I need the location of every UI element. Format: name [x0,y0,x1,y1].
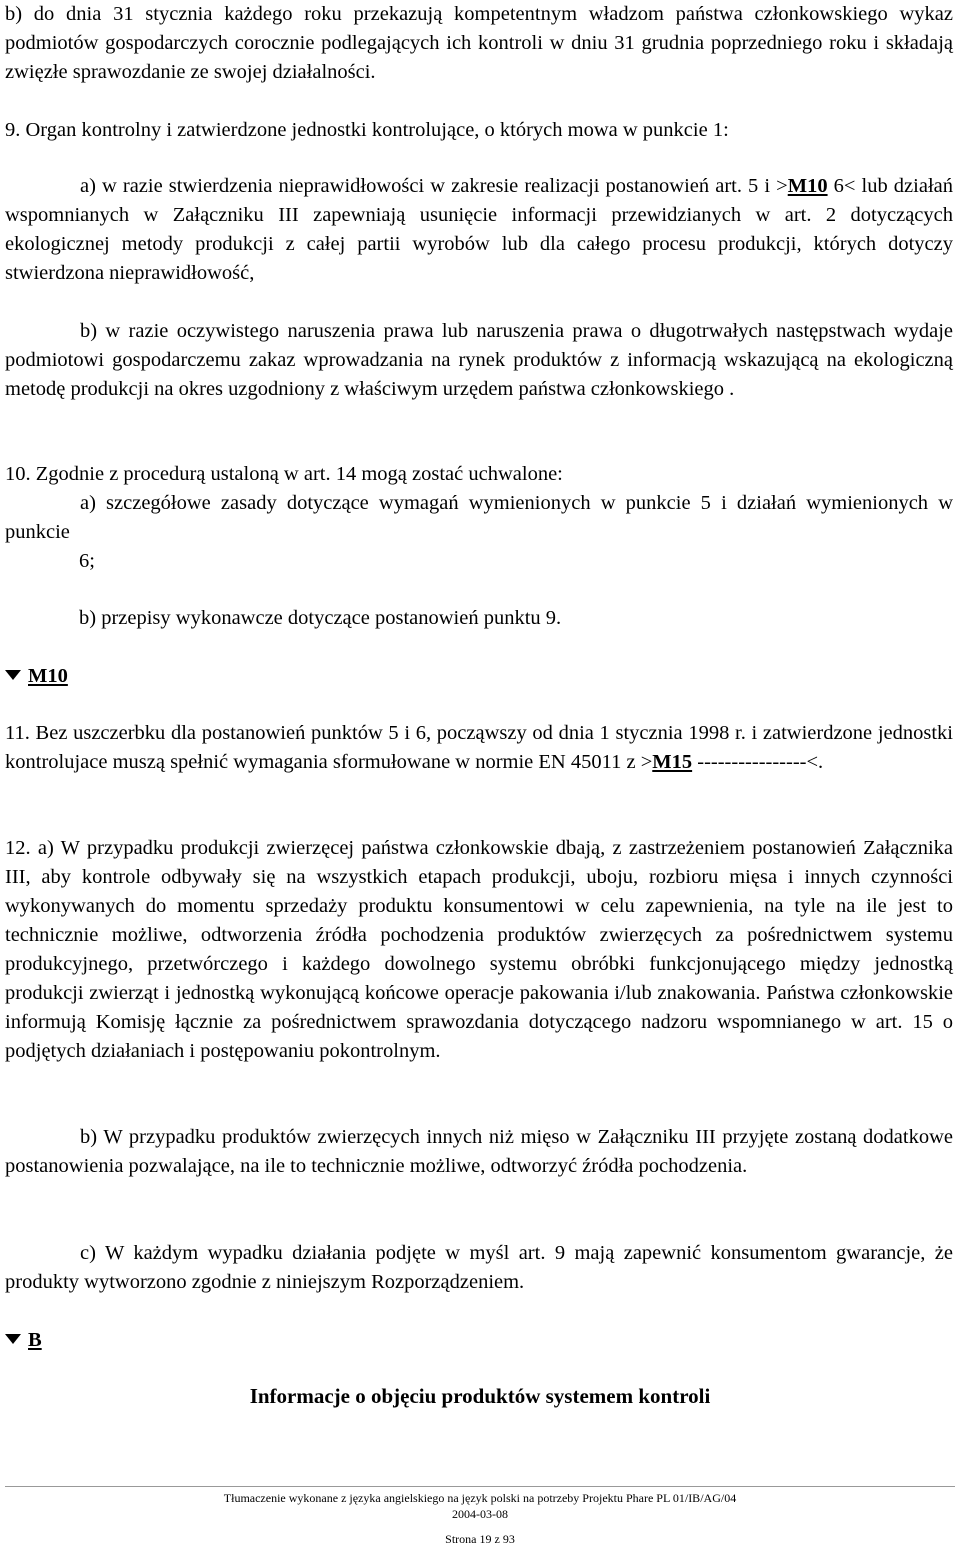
amendment-marker-b[interactable] [5,1326,42,1355]
paragraph-12a: 12. a) W przypadku produkcji zwierzęcej państwa członkowskie dbają, z zastrzeżeniem postanowień Załącznika III, aby kontrole odbywały się na wszystkich etapach produkcji, uboju, rozbioru mięsa i innych czynności wykonywanych do momentu sprzedaży produktu konsumentowi w celu zapewnienia, na tyle na ile jest to technicznie możliwe, odtworzenia źródła pochodzenia produktów zwierzęcych za pośrednictwem systemu produkcyjnego, przetwórczego i każdego dowolnego systemu obróbki funkcjonującego między jednostką produkcji zwierząt i jednostką wykonującą końcowe operacje pakowania i/lub znakowania. Państwa członkowskie informują Komisję łącznie za pośrednictwem sprawozdania dotyczącego nadzoru wspomnianego w art. 15 o podjętych działaniach i postępowaniu pokontrolnym. [5,837,953,1062]
amendment-link-m15[interactable]: M15 [652,751,693,773]
paragraph-9b: b) w razie oczywistego naruszenia prawa lub naruszenia prawa o długotrwałych następstwach wydaje podmiotowi gospodarczemu zakaz wprowadzania na rynek produktów z informacją wskazującą na ekologiczną metodę produkcji na okres uzgodniony z właściwym urzędem państwa członkowskiego . [5,320,953,400]
paragraph-10a-number: 6; [79,550,95,572]
paragraph-9a-text-cont: 6< lub działań wspomnianych w Załączniku III zapewniają usunięcie informacji przewidzianych w art. 2 dotyczących ekologicznej metody produkcji z całej partii wyrobów lub dla całego procesu produkcji, których dotyczy stwierdzona nieprawidłowość, [5,175,953,284]
amendment-marker-m10[interactable] [5,662,68,691]
paragraph-12c: c) W każdym wypadku działania podjęte w myśl art. 9 mają zapewnić konsumentom gwarancje, że produkty wytworzono zgodnie z niniejszym Rozporządzeniem. [5,1242,953,1293]
paragraph-10-intro: 10. Zgodnie z procedurą ustaloną w art. 14 mogą zostać uchwalone: [5,463,563,485]
footer-divider [5,1486,955,1487]
paragraph-10b: b) przepisy wykonawcze dotyczące postanowień punktu 9. [79,607,562,629]
paragraph-12b: b) W przypadku produktów zwierzęcych innych niż mięso w Załączniku III przyjęte zostaną dodatkowe postanowienia pozwalające, na ile to technicznie możliwe, odtworzyć źródła pochodzenia. [5,1126,953,1177]
paragraph-9a-text: a) w razie stwierdzenia nieprawidłowości w zakresie realizacji postanowień art. 5 i > [80,175,788,197]
footer-translation-note: Tłumaczenie wykonane z języka angielskiego na język polski na potrzeby Projektu Phare PL 01/IB/AG/04 [223,1491,737,1505]
paragraph-8b: b) do dnia 31 stycznia każdego roku przekazują kompetentnym władzom państwa członkowskiego wykaz podmiotów gospodarczych corocznie podlegających ich kontroli w dniu 31 grudnia poprzedniego roku i składają zwięzłe sprawozdanie ze swojej działalności. [5,3,953,83]
paragraph-9a [5,172,953,288]
paragraph-11 [5,719,953,777]
amendment-link-m10[interactable]: M10 [787,175,828,197]
footer-page-number: Strona 19 z 93 [445,1532,515,1546]
paragraph-10a: a) szczegółowe zasady dotyczące wymagań wymienionych w punkcie 5 i działań wymienionych w punkcie [5,492,953,543]
paragraph-11-text: 11. Bez uszczerbku dla postanowień punktów 5 i 6, począwszy od dnia 1 stycznia 1998 r. i zatwierdzone jednostki kontrolujace muszą spełnić wymagania sformułowane w normie EN 45011 z > [5,722,953,773]
section-heading: Informacje o objęciu produktów systemem kontroli [249,1384,711,1408]
paragraph-11-text-cont: ----------------<. [692,751,824,773]
paragraph-9-intro: 9. Organ kontrolny i zatwierdzone jednostki kontrolujące, o których mowa w punkcie 1: [5,119,729,141]
footer-date: 2004-03-08 [452,1507,508,1521]
amendment-marker-m10-label: M10 [28,665,68,687]
triangle-down-icon [5,1334,21,1344]
amendment-marker-b-label: B [28,1329,42,1351]
triangle-down-icon [5,670,21,680]
